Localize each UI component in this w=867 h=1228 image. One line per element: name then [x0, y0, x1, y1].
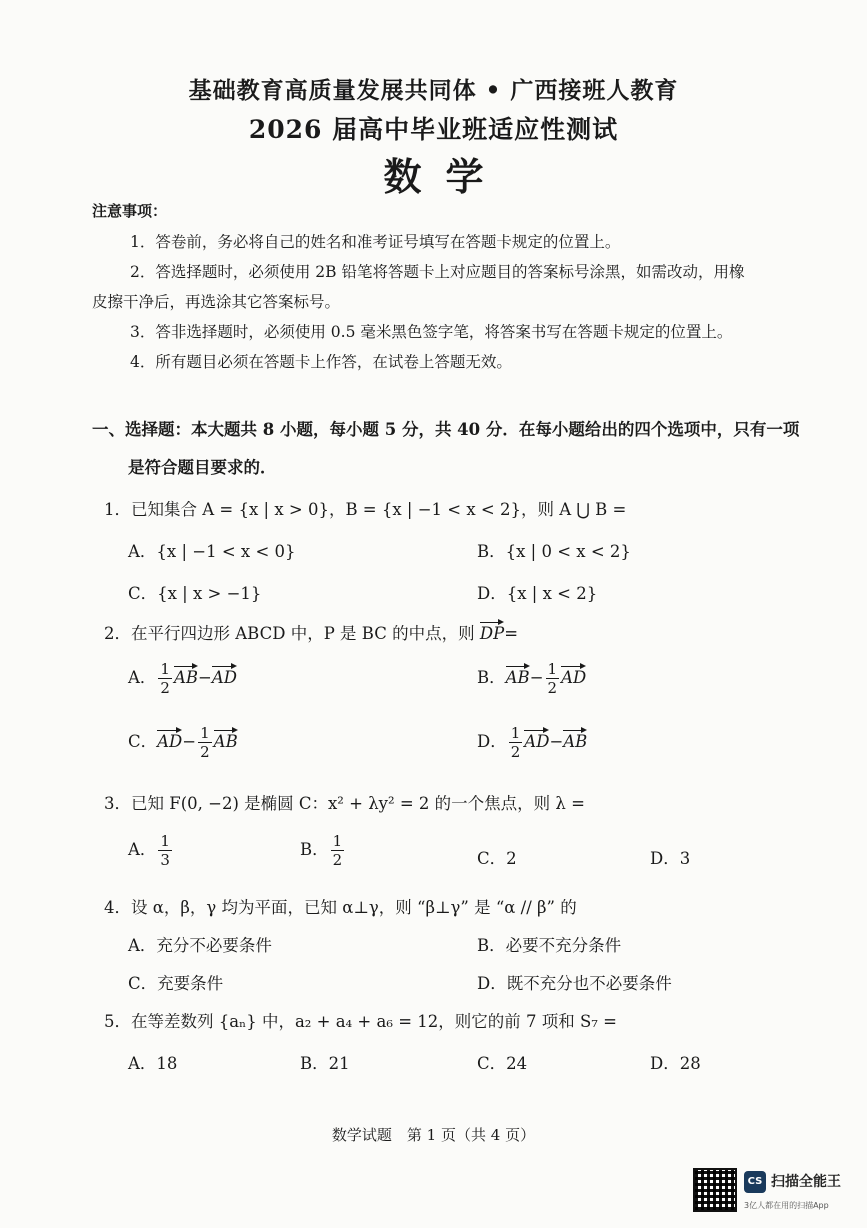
question-5-option-d: D．28 [650, 1054, 701, 1073]
note-item: 3．答非选择题时，必须使用 0.5 毫米黑色签字笔，将答案书写在答题卡规定的位置上。 [130, 323, 733, 341]
subject-title: 数学 [383, 154, 508, 199]
vector-dp: DP [480, 620, 504, 643]
question-4-option-d: D．既不充分也不必要条件 [477, 974, 672, 993]
note-item-continued: 皮擦干净后，再选涂其它答案标号。 [92, 293, 341, 311]
question-3-option-c: C．2 [477, 849, 517, 868]
question-3-stem: 3．已知 F(0, −2) 是椭圆 C：x² + λy² = 2 的一个焦点，则 λ = [104, 794, 585, 813]
question-5-stem: 5．在等差数列 {aₙ} 中，a₂ + a₄ + a₆ = 12，则它的前 7 项和 S₇ = [104, 1012, 617, 1031]
qr-code-icon [693, 1168, 737, 1212]
watermark-tagline: 3亿人都在用的扫描App [744, 1201, 829, 1210]
note-item: 2．答选择题时，必须使用 2B 铅笔将答题卡上对应题目的答案标号涂黑，如需改动，用橡 [130, 263, 745, 281]
question-3-option-b: B． $\frac{1}{2}$ [300, 832, 343, 869]
question-1-option-d: D．{x | x < 2} [477, 584, 598, 603]
question-5-option-a: A．18 [128, 1054, 178, 1073]
question-5-option-c: C．24 [477, 1054, 528, 1073]
camscanner-logo-icon: CS [744, 1171, 766, 1193]
question-2-option-d: D． $\frac{1}{2}$ AD−AB [477, 724, 588, 761]
question-2-stem: 2．在平行四边形 ABCD 中，P 是 BC 的中点，则 DP= [104, 620, 518, 644]
question-2-option-b: B．AB− $\frac{1}{2}$ AD [477, 660, 587, 697]
section-heading: 一、选择题：本大题共 8 小题，每小题 5 分，共 40 分．在每小题给出的四个选项中，只有一项 [92, 420, 800, 439]
question-3-option-d: D．3 [650, 849, 691, 868]
question-1-option-c: C．{x | x > −1} [128, 584, 262, 603]
notes-title: 注意事项： [92, 202, 168, 220]
note-item: 1．答卷前，务必将自己的姓名和准考证号填写在答题卡规定的位置上。 [130, 233, 621, 251]
question-4-option-a: A．充分不必要条件 [128, 936, 272, 955]
exam-title: 2026 届高中毕业班适应性测试 [248, 115, 619, 144]
question-2-option-a: A． $\frac{1}{2}$ AB−AD [128, 660, 237, 697]
page-footer: 数学试题 第 1 页（共 4 页） [331, 1126, 536, 1144]
watermark-name: 扫描全能王 [771, 1174, 841, 1190]
exam-organizer-title: 基础教育高质量发展共同体 • 广西接班人教育 [188, 77, 679, 104]
question-2-option-c: C．AD− $\frac{1}{2}$ AB [128, 724, 238, 761]
question-5-option-b: B．21 [300, 1054, 350, 1073]
note-item: 4．所有题目必须在答题卡上作答，在试卷上答题无效。 [130, 353, 512, 371]
question-4-stem: 4．设 α，β，γ 均为平面，已知 α⊥γ，则 “β⊥γ” 是 “α // β” 的 [104, 898, 577, 917]
question-1-option-b: B．{x | 0 < x < 2} [477, 542, 631, 561]
question-1-option-a: A．{x | −1 < x < 0} [128, 542, 296, 561]
section-heading-continued: 是符合题目要求的． [128, 458, 277, 477]
question-1-stem: 1．已知集合 A = {x | x > 0}，B = {x | −1 < x < 2}，则 A ⋃ B = [104, 500, 627, 519]
question-4-option-c: C．充要条件 [128, 974, 224, 993]
question-4-option-b: B．必要不充分条件 [477, 936, 622, 955]
question-3-option-a: A． $\frac{1}{3}$ [128, 832, 170, 869]
